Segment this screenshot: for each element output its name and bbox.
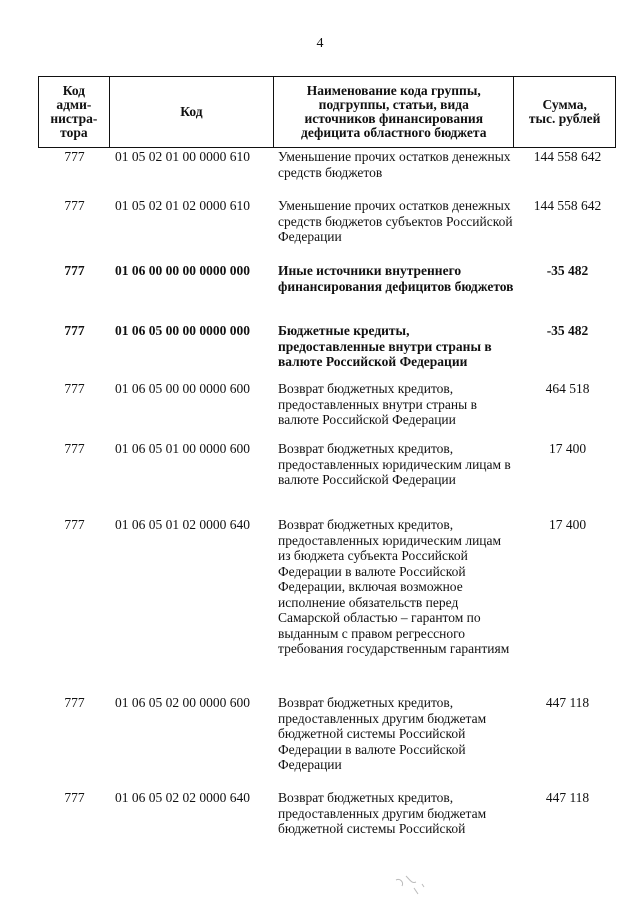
table-row [38,790,616,850]
header-name: Наименование кода группы, подгруппы, статьи, вида источников финансирования дефицита областного бюджета [274,77,514,147]
amount: 464 518 [545,381,590,396]
amount: 144 558 642 [533,149,602,164]
amount: 447 118 [545,790,590,805]
budget-code: 01 06 05 00 00 0000 000 [115,323,250,338]
admin-code: 777 [64,441,85,456]
admin-code: 777 [64,149,85,164]
code-name: Возврат бюджетных кредитов, предоставленных юридическим лицам в валюте Российской Федерации [278,441,511,487]
budget-code: 01 05 02 01 00 0000 610 [115,149,250,164]
admin-code: 777 [64,263,85,278]
code-name: Уменьшение прочих остатков денежных средств бюджетов [278,149,511,180]
admin-code: 777 [64,790,85,805]
amount: -35 482 [546,323,589,338]
amount: 447 118 [545,695,590,710]
table-row [38,149,616,198]
code-name: Иные источники внутреннего финансирования дефицитов бюджетов [278,263,514,294]
code-name: Возврат бюджетных кредитов, предоставленных юридическим лицам из бюджета субъекта Российской Федерации в валюте Российской Федерации, включая возможное исполнение обязательств перед Самарской областью – гарантом по выданным с правом регрессного требования государственным гарантиям [278,517,510,656]
admin-code: 777 [64,323,85,338]
admin-code: 777 [64,695,85,710]
table-row [38,695,616,790]
budget-code: 01 06 05 01 02 0000 640 [115,517,250,532]
header-admin-code: Код адми- нистра- тора [39,77,110,147]
admin-code: 777 [64,381,85,396]
code-name: Возврат бюджетных кредитов, предоставленных другим бюджетам бюджетной системы Российской Федерации в валюте Российской Федерации [278,695,487,772]
admin-code: 777 [64,198,85,213]
budget-code: 01 05 02 01 02 0000 610 [115,198,250,213]
budget-code: 01 06 00 00 00 0000 000 [115,263,250,278]
amount: -35 482 [546,263,589,278]
header-code: Код [110,77,274,147]
budget-code: 01 06 05 02 00 0000 600 [115,695,250,710]
code-name: Возврат бюджетных кредитов, предоставленных другим бюджетам бюджетной системы Российской [278,790,487,836]
budget-code: 01 06 05 02 02 0000 640 [115,790,250,805]
amount: 17 400 [548,441,587,456]
admin-code: 777 [64,517,85,532]
table-row [38,441,616,517]
amount: 17 400 [548,517,587,532]
table-row [38,381,616,441]
budget-code: 01 06 05 00 00 0000 600 [115,381,250,396]
table-body [38,149,616,850]
table-row [38,263,616,323]
scan-mark [392,872,432,898]
code-name: Бюджетные кредиты, предоставленные внутри страны в валюте Российской Федерации [278,323,492,369]
table-row [38,198,616,263]
header-sum: Сумма, тыс. рублей [528,97,601,126]
table-row [38,323,616,381]
table-header [38,76,616,148]
code-name: Возврат бюджетных кредитов, предоставленных внутри страны в валюте Российской Федерации [278,381,477,427]
table-row [38,517,616,695]
page-number: 4 [316,36,324,51]
budget-code: 01 06 05 01 00 0000 600 [115,441,250,456]
code-name: Уменьшение прочих остатков денежных средств бюджетов субъектов Российской Федерации [278,198,513,244]
amount: 144 558 642 [533,198,602,213]
